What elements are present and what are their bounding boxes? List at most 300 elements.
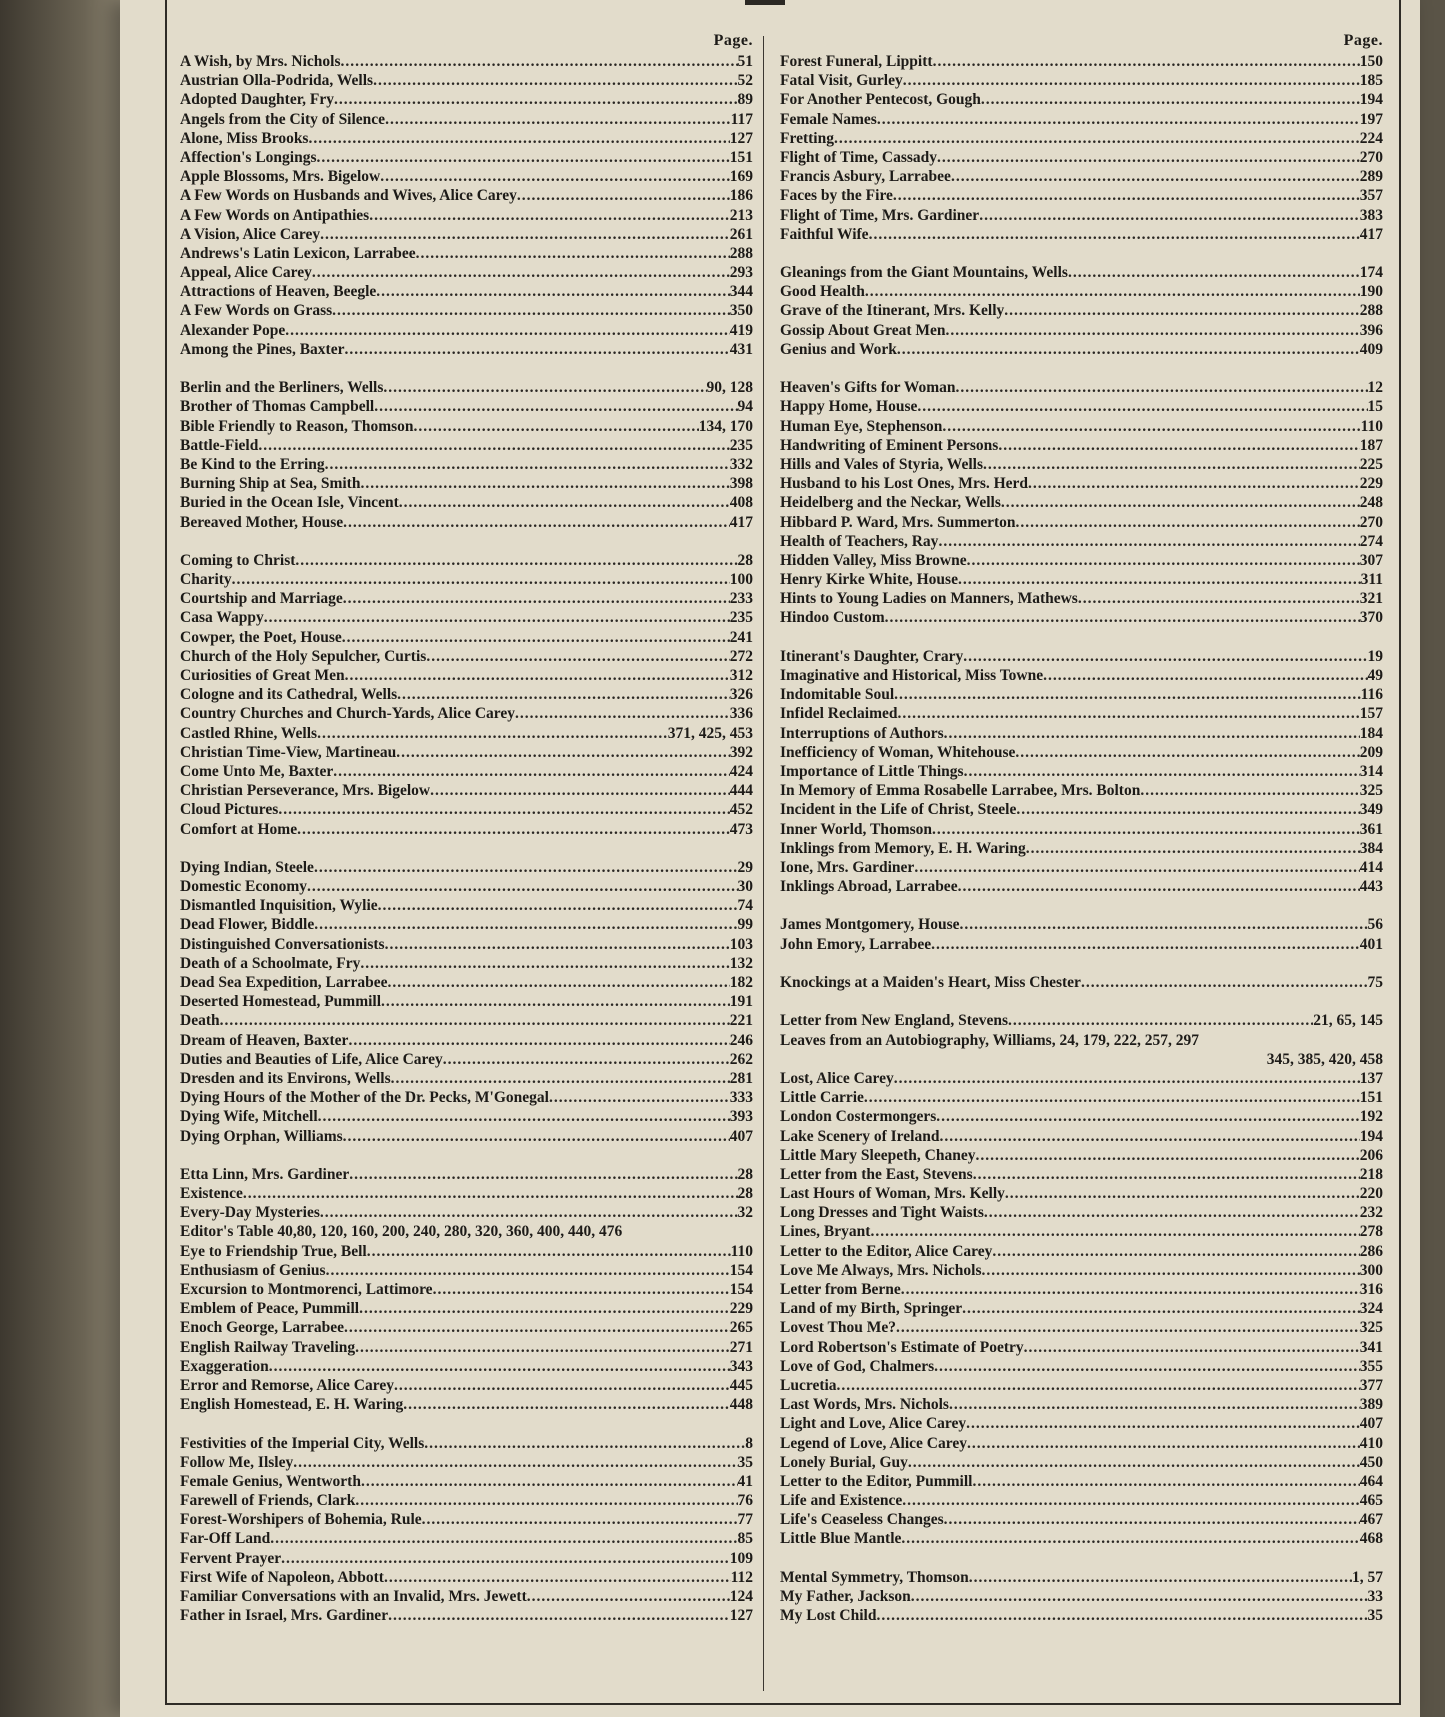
entry-title: Emblem of Peace, Pummill [180,1300,360,1318]
dot-leader [333,762,730,781]
entry-page-number: 225 [1359,455,1383,473]
index-entry [180,397,753,416]
entry-page-number: 448 [729,1396,753,1414]
entry-page-number: 468 [1359,1530,1383,1548]
entry-title: Love Me Always, Mrs. Nichols [780,1261,982,1279]
entry-title: Cloud Pictures [180,801,279,819]
entry-title: Charity [180,571,232,589]
entry-page-number: 51 [737,53,753,70]
entry-title: Eye to Friendship True, Bell [180,1242,367,1260]
entry-page-number: 314 [1359,762,1383,780]
entry-page-number: 32 [737,1204,753,1222]
index-entry [780,455,1383,474]
dot-leader [320,225,730,244]
entry-page-number: 431 [729,340,753,358]
entry-title: Lonely Burial, Guy [780,1453,908,1471]
entry-page-number: 417 [729,513,753,531]
index-entry [180,1338,753,1357]
entry-page-number: 443 [1359,878,1383,896]
entry-page-number: 192 [1359,1108,1383,1126]
index-entry [780,1568,1383,1587]
entry-title: Every-Day Mysteries [180,1204,320,1222]
dot-leader [973,1165,1360,1184]
entry-page-number: 414 [1359,858,1383,876]
dot-leader [951,167,1360,186]
entry-page-number: 419 [729,321,753,339]
entry-title: Among the Pines, Baxter [180,340,345,358]
entry-page-number: 229 [1359,475,1383,493]
index-entry [180,71,753,90]
index-entry [780,532,1383,551]
entry-page-number: 392 [729,743,753,761]
entry-title: Austrian Olla-Podrida, Wells [180,72,374,90]
entry-title: English Homestead, E. H. Waring [180,1396,404,1414]
dot-leader [967,551,1360,570]
book-spine-edge [0,0,120,1717]
index-entry [780,647,1383,666]
dot-leader [937,148,1360,167]
dot-leader [388,973,730,992]
entry-page-number: 33 [1367,1588,1383,1605]
dot-leader [944,724,1360,743]
entry-title: Infidel Reclaimed [780,705,898,723]
index-entry [780,1280,1383,1299]
index-entry [180,647,753,666]
dot-leader [864,1088,1360,1107]
entry-page-number: 417 [1359,225,1383,243]
group-spacer [780,359,1383,378]
entry-page-number: 1, 57 [1352,1568,1383,1586]
dot-leader [972,1472,1359,1491]
entry-page-number: 221 [729,1012,753,1030]
dot-leader [1068,263,1360,282]
entry-page-number: 383 [1359,206,1383,224]
entry-page-number: 307 [1359,551,1383,569]
entry-page-number: 312 [729,667,753,684]
index-entry [180,685,753,704]
entry-page-number: 116 [1360,686,1383,704]
entry-page-number: 272 [729,647,753,665]
dot-leader [314,915,737,934]
entry-page-number: 288 [1359,302,1383,320]
entry-page-number: 232 [1359,1204,1383,1222]
dot-leader [325,455,730,474]
entry-page-number: 8 [745,1434,753,1452]
entry-page-number: 197 [1359,110,1383,128]
entry-title: Farewell of Friends, Clark [180,1492,356,1510]
index-entry [180,915,753,934]
entry-title: Festivities of the Imperial City, Wells [180,1434,425,1452]
entry-title: Inner World, Thomson [780,820,933,838]
dot-leader [278,800,729,819]
entry-title: Happy Home, House [780,398,918,416]
entry-page-number: 127 [729,1607,753,1625]
entry-page-number: 246 [729,1031,753,1049]
entry-title: Light and Love, Alice Carey [780,1415,967,1433]
index-entry [780,1050,1383,1069]
dot-leader [308,129,729,148]
index-entry [780,1127,1383,1146]
entry-page-number: 261 [729,225,753,243]
index-entry [180,1011,753,1030]
dot-leader [295,551,737,570]
index-entry [780,321,1383,340]
entry-title: Follow Me, Ilsley [180,1453,294,1471]
dot-leader [903,71,1360,90]
entry-page-number: 326 [729,686,753,704]
entry-title: Inklings Abroad, Larrabee [780,878,958,896]
dot-leader [396,743,729,762]
entry-title: Casa Wappy [180,609,264,627]
dot-leader [981,90,1360,109]
column-divider [763,36,764,1691]
entry-title: Far-Off Land [180,1530,271,1548]
entry-page-number: 349 [1359,801,1383,819]
entry-page-number: 185 [1359,72,1383,90]
index-entry [780,1587,1383,1606]
entry-title: Christian Perseverance, Mrs. Bigelow [180,782,431,800]
entry-title: Alone, Miss Brooks [180,129,309,147]
index-entry [780,1357,1383,1376]
entry-page-number: 409 [1359,340,1383,358]
dot-leader [360,474,729,493]
dot-leader [232,570,730,589]
index-entry [180,973,753,992]
entry-page-number: 169 [729,168,753,186]
entry-title: Exaggeration [180,1357,269,1375]
entry-page-number: 77 [737,1511,753,1529]
entry-page-number: 190 [1359,283,1383,301]
group-spacer [180,532,753,551]
entry-title: Heaven's Gifts for Woman [780,379,956,397]
index-entry [180,417,753,436]
index-entry [180,129,753,148]
entry-page-number: 124 [729,1588,753,1605]
index-entry [180,1261,753,1280]
index-entry [180,1165,753,1184]
entry-title: Lovest Thou Me? [780,1319,896,1337]
index-entry [780,570,1383,589]
dot-leader [385,935,730,954]
dot-leader [934,1357,1360,1376]
index-entry [780,762,1383,781]
index-entry [780,1376,1383,1395]
index-entry [180,877,753,896]
entry-title: Incident in the Life of Christ, Steele [780,801,1017,819]
entry-title: Little Mary Sleepeth, Chaney [780,1146,976,1164]
dot-leader [527,1587,730,1606]
dot-leader [424,1434,745,1453]
index-entry [780,551,1383,570]
index-entry [180,1031,753,1050]
entry-title: Health of Teachers, Ray [780,532,939,550]
index-entry [780,858,1383,877]
index-entry [180,244,753,263]
dot-leader [936,1107,1359,1126]
entry-page-number: 117 [730,110,753,128]
dot-leader [318,1107,730,1126]
entry-title: Good Health [780,283,865,301]
entry-title: Hindoo Custom [780,609,885,627]
dot-leader [1015,743,1359,762]
dot-leader [1005,1184,1360,1203]
entry-title: Dismantled Inquisition, Wylie [180,897,378,915]
entry-page-number: 100 [729,571,753,589]
entry-title: Fatal Visit, Gurley [780,72,903,90]
dot-leader [384,1568,731,1587]
entry-title: Coming to Christ [180,551,296,569]
entry-title: Courtship and Marriage [180,590,343,608]
index-entry [780,820,1383,839]
entry-page-number: 229 [729,1300,753,1318]
index-entry [780,1434,1383,1453]
entry-title: For Another Pentecost, Gough [780,91,981,109]
entry-page-number: 187 [1359,436,1383,454]
index-entry [180,1357,753,1376]
entry-page-number: 191 [729,993,753,1011]
index-entry [180,1491,753,1510]
entry-title: Come Unto Me, Baxter [180,762,334,780]
index-entry [180,551,753,570]
index-entry [180,378,753,397]
dot-leader [939,1127,1359,1146]
entry-title: Inklings from Memory, E. H. Waring [780,839,1026,857]
index-entry [180,1184,753,1203]
index-entry [780,397,1383,416]
entry-title: Forest Funeral, Lippitt [780,53,933,70]
entry-page-number: 473 [729,820,753,838]
entry-title: Cowper, the Poet, House [180,628,342,646]
index-entry [780,1107,1383,1126]
entry-page-number: 30 [737,878,753,896]
entry-title: My Father, Jackson [780,1588,911,1605]
entry-title: Little Carrie [780,1089,864,1107]
dot-leader [515,704,730,723]
entry-title: Life's Ceaseless Changes [780,1511,944,1529]
entry-page-number: 336 [729,705,753,723]
entry-page-number: 350 [729,302,753,320]
dot-leader [876,1606,1367,1625]
dot-leader [367,1242,731,1261]
index-entry [780,1069,1383,1088]
entry-page-number: 274 [1359,532,1383,550]
dot-leader [344,340,729,359]
entry-title: Hibbard P. Ward, Mrs. Summerton [780,513,1016,531]
entry-page-number: 213 [729,206,753,224]
entry-title: Inefficiency of Woman, Whitehouse [780,743,1016,761]
index-entry [180,1318,753,1337]
entry-page-number: 132 [729,954,753,972]
entry-page-number: 76 [737,1492,753,1510]
entry-page-number: 110 [730,1242,753,1260]
entry-page-number: 410 [1359,1434,1383,1452]
entry-page-number: 355 [1359,1357,1383,1375]
dot-leader [314,858,738,877]
entry-page-number: 316 [1359,1281,1383,1298]
index-entry [180,666,753,685]
index-entry [780,417,1383,436]
index-entry [180,608,753,627]
entry-page-number: 396 [1359,321,1383,339]
dot-leader [893,186,1360,205]
entry-page-number: 75 [1367,974,1383,991]
index-entry [180,704,753,723]
entry-page-number: 182 [729,974,753,991]
index-entry [180,455,753,474]
dot-leader [326,1261,730,1280]
dot-leader [1016,800,1359,819]
entry-page-number: 278 [1359,1223,1383,1241]
dot-leader [1004,301,1359,320]
dot-leader [258,436,729,455]
entry-title: Lake Scenery of Ireland [780,1127,940,1145]
entry-title: Indomitable Soul [780,686,895,704]
dot-leader [355,1491,737,1510]
entry-title: In Memory of Emma Rosabelle Larrabee, Mrs. Bolton [780,782,1141,800]
entry-title: Ione, Mrs. Gardiner [780,858,915,876]
dot-leader [834,129,1360,148]
entry-page-number: 99 [737,916,753,934]
entry-title: Dead Sea Expedition, Larrabee [180,974,388,991]
entry-title: Enoch George, Larrabee [180,1319,345,1337]
index-entry [780,474,1383,493]
entry-title: Church of the Holy Sepulcher, Curtis [180,647,427,665]
entry-page-number: 41 [737,1472,753,1490]
entry-page-number: 112 [730,1568,753,1586]
index-entry [180,493,753,512]
entry-title: Hints to Young Ladies on Manners, Mathews [780,590,1078,608]
dot-leader [381,992,730,1011]
entry-title: First Wife of Napoleon, Abbott [180,1568,384,1586]
index-entry [180,1434,753,1453]
entry-title: Be Kind to the Erring [180,455,325,473]
index-entry [780,1222,1383,1241]
index-entry [180,743,753,762]
index-entry [780,877,1383,896]
entry-title: Fervent Prayer [180,1549,282,1567]
dot-leader [956,378,1368,397]
entry-title: Interruptions of Authors [780,724,944,742]
index-entry [780,206,1383,225]
entry-page-number: 56 [1367,916,1383,934]
entry-page-number: 408 [729,494,753,512]
entry-page-number: 218 [1359,1165,1383,1183]
entry-title: Cologne and its Cathedral, Wells [180,686,398,704]
entry-page-number: 103 [729,935,753,953]
entry-page-number: 407 [729,1127,753,1145]
dot-leader [355,1338,730,1357]
entry-title: Genius and Work [780,340,897,358]
entry-title: Berlin and the Berliners, Wells [180,379,384,397]
dot-leader [281,1549,730,1568]
entry-page-number: 109 [729,1549,753,1567]
dot-leader [902,1491,1359,1510]
dot-leader [1016,513,1360,532]
index-entry [180,1453,753,1472]
entry-page-number: 289 [1359,168,1383,186]
entry-page-number: 209 [1359,743,1383,761]
index-entry [180,1529,753,1548]
entry-page-number: 452 [729,801,753,819]
entry-page-number: 35 [737,1453,753,1471]
index-entry [780,129,1383,148]
entry-title: A Few Words on Antipathies [180,206,370,224]
entry-title: Christian Time-View, Martineau [180,743,397,761]
entry-page-number: 90, 128 [706,379,753,397]
entry-page-number: 186 [729,187,753,205]
index-entry [180,762,753,781]
group-spacer [180,1414,753,1433]
dot-leader [983,455,1360,474]
entry-title: Castled Rhine, Wells [180,724,318,742]
dot-leader [391,1069,730,1088]
index-entry [780,589,1383,608]
entry-title: Country Churches and Church-Yards, Alice Carey [180,705,515,723]
entry-page-number: 371, 425, 453 [667,724,753,742]
index-entry [180,186,753,205]
dot-leader [942,417,1360,436]
index-entry [780,1031,1383,1050]
entry-page-number: 150 [1359,53,1383,70]
entry-title: Letter from New England, Stevens [780,1012,1009,1030]
entry-title: Last Hours of Woman, Mrs. Kelly [780,1185,1005,1203]
dot-leader [837,1376,1360,1395]
dot-leader [894,1069,1360,1088]
entry-title: Dream of Heaven, Baxter [180,1031,349,1049]
entry-page-number: 345, 385, 420, 458 [1266,1050,1383,1068]
dot-leader [870,1222,1359,1241]
entry-title: Grave of the Itinerant, Mrs. Kelly [780,302,1005,320]
entry-page-number: 270 [1359,513,1383,531]
entry-page-number: 220 [1359,1185,1383,1203]
entry-title: Long Dresses and Tight Waists [780,1204,984,1222]
entry-title: Bible Friendly to Reason, Thomson [180,417,414,435]
entry-title: Brother of Thomas Campbell [180,398,375,416]
dot-leader [422,1510,738,1529]
entry-title: Faithful Wife [780,225,869,243]
index-entry [180,301,753,320]
entry-title: Attractions of Heaven, Beegle [180,283,377,301]
entry-page-number: 344 [729,283,753,301]
index-entry [180,340,753,359]
dot-leader [1008,1011,1313,1030]
index-entry [180,474,753,493]
dot-leader [898,704,1360,723]
index-entry [780,186,1383,205]
entry-page-number: 321 [1359,590,1383,608]
entry-page-number: 286 [1359,1242,1383,1260]
dot-leader [517,186,730,205]
dot-leader [361,1472,738,1491]
entry-page-number: 424 [729,762,753,780]
dot-leader [388,1606,730,1625]
index-entry [180,513,753,532]
index-entry [780,513,1383,532]
dot-leader [403,1395,730,1414]
entry-title: Death [180,1012,220,1030]
index-entry [780,1414,1383,1433]
dot-leader [981,1261,1359,1280]
index-entry [780,1299,1383,1318]
index-entry [180,1376,753,1395]
dot-leader [317,724,668,743]
index-entry [780,935,1383,954]
index-entry [780,666,1383,685]
index-entry [180,589,753,608]
entry-title: Domestic Economy [180,878,307,896]
entry-page-number: 398 [729,475,753,493]
index-entry [780,1395,1383,1414]
